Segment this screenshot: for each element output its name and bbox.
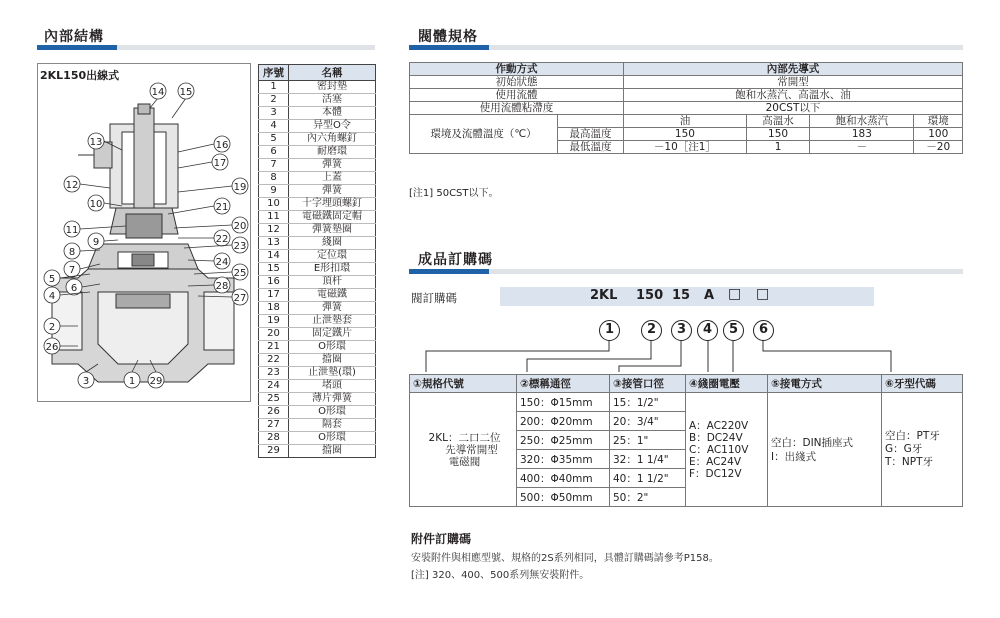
order-code-label: 閥訂購碼 <box>411 291 457 305</box>
order-voltage: E：AC24V <box>689 455 742 468</box>
parts-row <box>259 107 376 120</box>
parts-name: 异型O令 <box>289 120 376 133</box>
order-voltage: B：DC24V <box>689 431 743 444</box>
parts-no: 16 <box>259 276 289 289</box>
order-code-3: 15 <box>672 288 691 303</box>
parts-row <box>259 133 376 146</box>
order-port: 50：2" <box>610 488 686 507</box>
order-head-voltage: ④綫圈電壓 <box>686 375 768 393</box>
section-underline <box>37 45 375 50</box>
order-head-size: ②標稱通徑 <box>517 375 610 393</box>
section-underline <box>409 45 963 50</box>
callout-13-label: 13 <box>89 137 103 148</box>
parts-no: 12 <box>259 224 289 237</box>
spec-max-ambient: 100 <box>914 128 963 141</box>
section-title-internal: 內部結構 <box>44 29 104 45</box>
spec-blank <box>558 115 624 128</box>
parts-no: 14 <box>259 250 289 263</box>
parts-name: 擋圈 <box>289 354 376 367</box>
parts-name: 頂杆 <box>289 276 376 289</box>
parts-name: 擋圈 <box>289 445 376 458</box>
spec-note: [注1] 50CST以下。 <box>409 188 499 199</box>
section-title-spec: 閥體規格 <box>418 29 478 45</box>
callout-23-label: 23 <box>233 241 247 252</box>
order-port: 40：1 1/2" <box>610 469 686 488</box>
spec-label: 使用流體粘滯度 <box>410 102 624 115</box>
order-num-6: 6 <box>753 320 774 341</box>
parts-row <box>259 302 376 315</box>
callout-11-label: 11 <box>65 225 79 236</box>
order-spec-line: 電磁閥 <box>448 455 481 468</box>
parts-row <box>259 289 376 302</box>
callout-17-label: 17 <box>213 158 227 169</box>
parts-name: E形扣環 <box>289 263 376 276</box>
parts-row <box>259 224 376 237</box>
parts-no: 9 <box>259 185 289 198</box>
order-wiring-cell <box>768 393 882 507</box>
order-thread: 空白：PT牙 <box>885 430 940 442</box>
parts-name: O形環 <box>289 341 376 354</box>
parts-name: 堵頭 <box>289 380 376 393</box>
spec-env-label: 環境及流體溫度（℃） <box>410 115 558 154</box>
callout-5-label: 5 <box>48 274 56 285</box>
order-code-4: A <box>704 288 715 303</box>
spec-max-steam: 183 <box>810 128 914 141</box>
callout-22-label: 22 <box>215 234 229 245</box>
parts-no: 5 <box>259 133 289 146</box>
parts-name: 薄片彈簧 <box>289 393 376 406</box>
order-table <box>409 374 963 507</box>
callout-14-label: 14 <box>151 87 165 98</box>
parts-name: 彈簧 <box>289 185 376 198</box>
parts-name: 活塞 <box>289 94 376 107</box>
callout-29-label: 29 <box>149 376 163 387</box>
spec-col-oil: 油 <box>624 115 747 128</box>
callout-10-label: 10 <box>89 199 103 210</box>
spec-col-hotwater: 高溫水 <box>746 115 809 128</box>
order-code-5: □ <box>728 286 742 302</box>
callout-25-label: 25 <box>233 268 247 279</box>
order-wiring: 空白：DIN插座式 <box>771 436 854 449</box>
order-voltage: F：DC12V <box>689 467 742 480</box>
parts-no: 29 <box>259 445 289 458</box>
parts-no: 18 <box>259 302 289 315</box>
callout-20-label: 20 <box>233 221 247 232</box>
callout-12-label: 12 <box>65 180 79 191</box>
parts-no: 2 <box>259 94 289 107</box>
parts-no: 25 <box>259 393 289 406</box>
spec-value: 飽和水蒸汽、高溫水、油 <box>624 89 963 102</box>
order-num-1: 1 <box>599 320 620 341</box>
parts-no: 6 <box>259 146 289 159</box>
parts-name: 隔套 <box>289 419 376 432</box>
parts-row <box>259 185 376 198</box>
parts-name: 電磁鐵固定帽 <box>289 211 376 224</box>
parts-no: 23 <box>259 367 289 380</box>
callout-16-label: 16 <box>215 140 229 151</box>
order-head-wiring: ⑤接電方式 <box>768 375 882 393</box>
callout-27-label: 27 <box>233 293 247 304</box>
spec-max-label: 最高溫度 <box>558 128 624 141</box>
parts-row <box>259 380 376 393</box>
accessory-line-1: 安裝附件與相應型號、規格的2S系列相同，具體訂購碼請參考P158。 <box>411 553 719 564</box>
parts-row <box>259 250 376 263</box>
parts-name: 密封墊 <box>289 81 376 94</box>
parts-row <box>259 198 376 211</box>
spec-head-method: 作動方式 <box>410 63 624 76</box>
order-spec-cell <box>410 393 517 507</box>
parts-row <box>259 432 376 445</box>
diagram-title: 2KL150出線式 <box>40 69 120 82</box>
order-num-4: 4 <box>697 320 718 341</box>
parts-row <box>259 328 376 341</box>
callout-2-label: 2 <box>48 322 56 333</box>
parts-row <box>259 406 376 419</box>
order-thread-cell <box>882 393 963 507</box>
parts-no: 17 <box>259 289 289 302</box>
callout-1-label: 1 <box>128 376 136 387</box>
structure-diagram <box>37 63 251 402</box>
parts-name: 止泄墊套 <box>289 315 376 328</box>
spec-head-pilot: 內部先導式 <box>624 63 963 76</box>
parts-no: 8 <box>259 172 289 185</box>
parts-name: 彈簧 <box>289 302 376 315</box>
valve-cross-section <box>38 64 250 401</box>
parts-no: 4 <box>259 120 289 133</box>
parts-row <box>259 276 376 289</box>
parts-no: 1 <box>259 81 289 94</box>
parts-name: 電磁鐵 <box>289 289 376 302</box>
callout-21-label: 21 <box>215 202 229 213</box>
parts-no: 22 <box>259 354 289 367</box>
order-code-1: 2KL <box>590 288 618 303</box>
parts-name: 十字埋頭螺釘 <box>289 198 376 211</box>
spec-min-steam: － <box>810 141 914 154</box>
parts-row <box>259 445 376 458</box>
spec-label: 初始狀態 <box>410 76 624 89</box>
order-size: 200：Φ20mm <box>517 412 610 431</box>
spec-value: 常開型 <box>624 76 963 89</box>
parts-row <box>259 393 376 406</box>
order-spec-line: 2KL：二口二位 <box>428 431 501 444</box>
parts-no: 28 <box>259 432 289 445</box>
parts-name: 定位環 <box>289 250 376 263</box>
order-size: 500：Φ50mm <box>517 488 610 507</box>
order-thread: G：G牙 <box>885 443 923 455</box>
order-port: 15：1/2" <box>610 393 686 412</box>
order-code-2: 150 <box>636 288 664 303</box>
parts-name: 彈簧 <box>289 159 376 172</box>
parts-no: 24 <box>259 380 289 393</box>
accessory-line-2: [注] 320、400、500系列無安裝附件。 <box>411 570 590 581</box>
parts-row <box>259 315 376 328</box>
spec-min-oil: －10［注1］ <box>624 141 747 154</box>
spec-max-oil: 150 <box>624 128 747 141</box>
order-port: 32：1 1/4" <box>610 450 686 469</box>
callout-3-label: 3 <box>82 376 90 387</box>
parts-row <box>259 341 376 354</box>
order-num-5: 5 <box>723 320 744 341</box>
order-size: 250：Φ25mm <box>517 431 610 450</box>
parts-row <box>259 172 376 185</box>
parts-no: 27 <box>259 419 289 432</box>
spec-min-hotwater: 1 <box>746 141 809 154</box>
parts-row <box>259 146 376 159</box>
spec-min-ambient: －20 <box>914 141 963 154</box>
parts-no: 3 <box>259 107 289 120</box>
parts-no: 13 <box>259 237 289 250</box>
callout-24-label: 24 <box>215 257 229 268</box>
accessory-title: 附件訂購碼 <box>411 532 472 546</box>
spec-value: 20CST以下 <box>624 102 963 115</box>
parts-name: 止泄墊(環) <box>289 367 376 380</box>
parts-name: 固定鐵片 <box>289 328 376 341</box>
spec-col-steam: 飽和水蒸汽 <box>810 115 914 128</box>
callout-15-label: 15 <box>179 87 193 98</box>
order-head-port: ③接管口徑 <box>610 375 686 393</box>
order-voltage: A：AC220V <box>689 419 749 432</box>
parts-table <box>258 64 376 458</box>
order-num-2: 2 <box>641 320 662 341</box>
parts-row <box>259 159 376 172</box>
parts-header-name: 名稱 <box>289 65 376 81</box>
parts-row <box>259 237 376 250</box>
order-voltage-cell <box>686 393 768 507</box>
callout-19-label: 19 <box>233 182 247 193</box>
parts-row <box>259 81 376 94</box>
parts-name: 上蓋 <box>289 172 376 185</box>
parts-name: 綫圈 <box>289 237 376 250</box>
order-num-3: 3 <box>671 320 692 341</box>
parts-no: 15 <box>259 263 289 276</box>
parts-name: 彈簧墊圈 <box>289 224 376 237</box>
section-underline <box>409 269 963 274</box>
parts-name: 本體 <box>289 107 376 120</box>
parts-row <box>259 120 376 133</box>
parts-row <box>259 354 376 367</box>
order-wiring: I：出綫式 <box>771 450 817 463</box>
spec-max-hotwater: 150 <box>746 128 809 141</box>
callout-4-label: 4 <box>48 291 56 302</box>
parts-row <box>259 94 376 107</box>
parts-row <box>259 263 376 276</box>
order-head-thread: ⑥牙型代碼 <box>882 375 963 393</box>
order-voltage: C：AC110V <box>689 443 749 456</box>
callout-8-label: 8 <box>68 247 76 258</box>
order-size: 320：Φ35mm <box>517 450 610 469</box>
spec-table <box>409 62 963 154</box>
callout-6-label: 6 <box>70 283 78 294</box>
parts-row <box>259 211 376 224</box>
order-port: 20：3/4" <box>610 412 686 431</box>
section-title-order: 成品訂購碼 <box>418 252 493 268</box>
order-thread: T：NPT牙 <box>885 456 934 468</box>
order-size: 400：Φ40mm <box>517 469 610 488</box>
parts-name: 耐磨環 <box>289 146 376 159</box>
parts-no: 10 <box>259 198 289 211</box>
parts-name: 內六角螺釘 <box>289 133 376 146</box>
parts-no: 26 <box>259 406 289 419</box>
callout-28-label: 28 <box>215 281 229 292</box>
parts-no: 21 <box>259 341 289 354</box>
callout-26-label: 26 <box>45 342 59 353</box>
parts-header-no: 序號 <box>259 65 289 81</box>
parts-row <box>259 367 376 380</box>
parts-row <box>259 419 376 432</box>
parts-no: 20 <box>259 328 289 341</box>
order-port: 25：1" <box>610 431 686 450</box>
order-spec-line: 先導常開型 <box>445 443 498 456</box>
parts-name: O形環 <box>289 432 376 445</box>
callout-9-label: 9 <box>92 237 100 248</box>
callout-7-label: 7 <box>68 265 76 276</box>
spec-col-ambient: 環境 <box>914 115 963 128</box>
spec-min-label: 最低溫度 <box>558 141 624 154</box>
parts-no: 11 <box>259 211 289 224</box>
parts-no: 19 <box>259 315 289 328</box>
order-size: 150：Φ15mm <box>517 393 610 412</box>
parts-name: O形環 <box>289 406 376 419</box>
spec-label: 使用流體 <box>410 89 624 102</box>
order-code-6: □ <box>756 286 770 302</box>
parts-no: 7 <box>259 159 289 172</box>
order-head-spec: ①規格代號 <box>410 375 517 393</box>
